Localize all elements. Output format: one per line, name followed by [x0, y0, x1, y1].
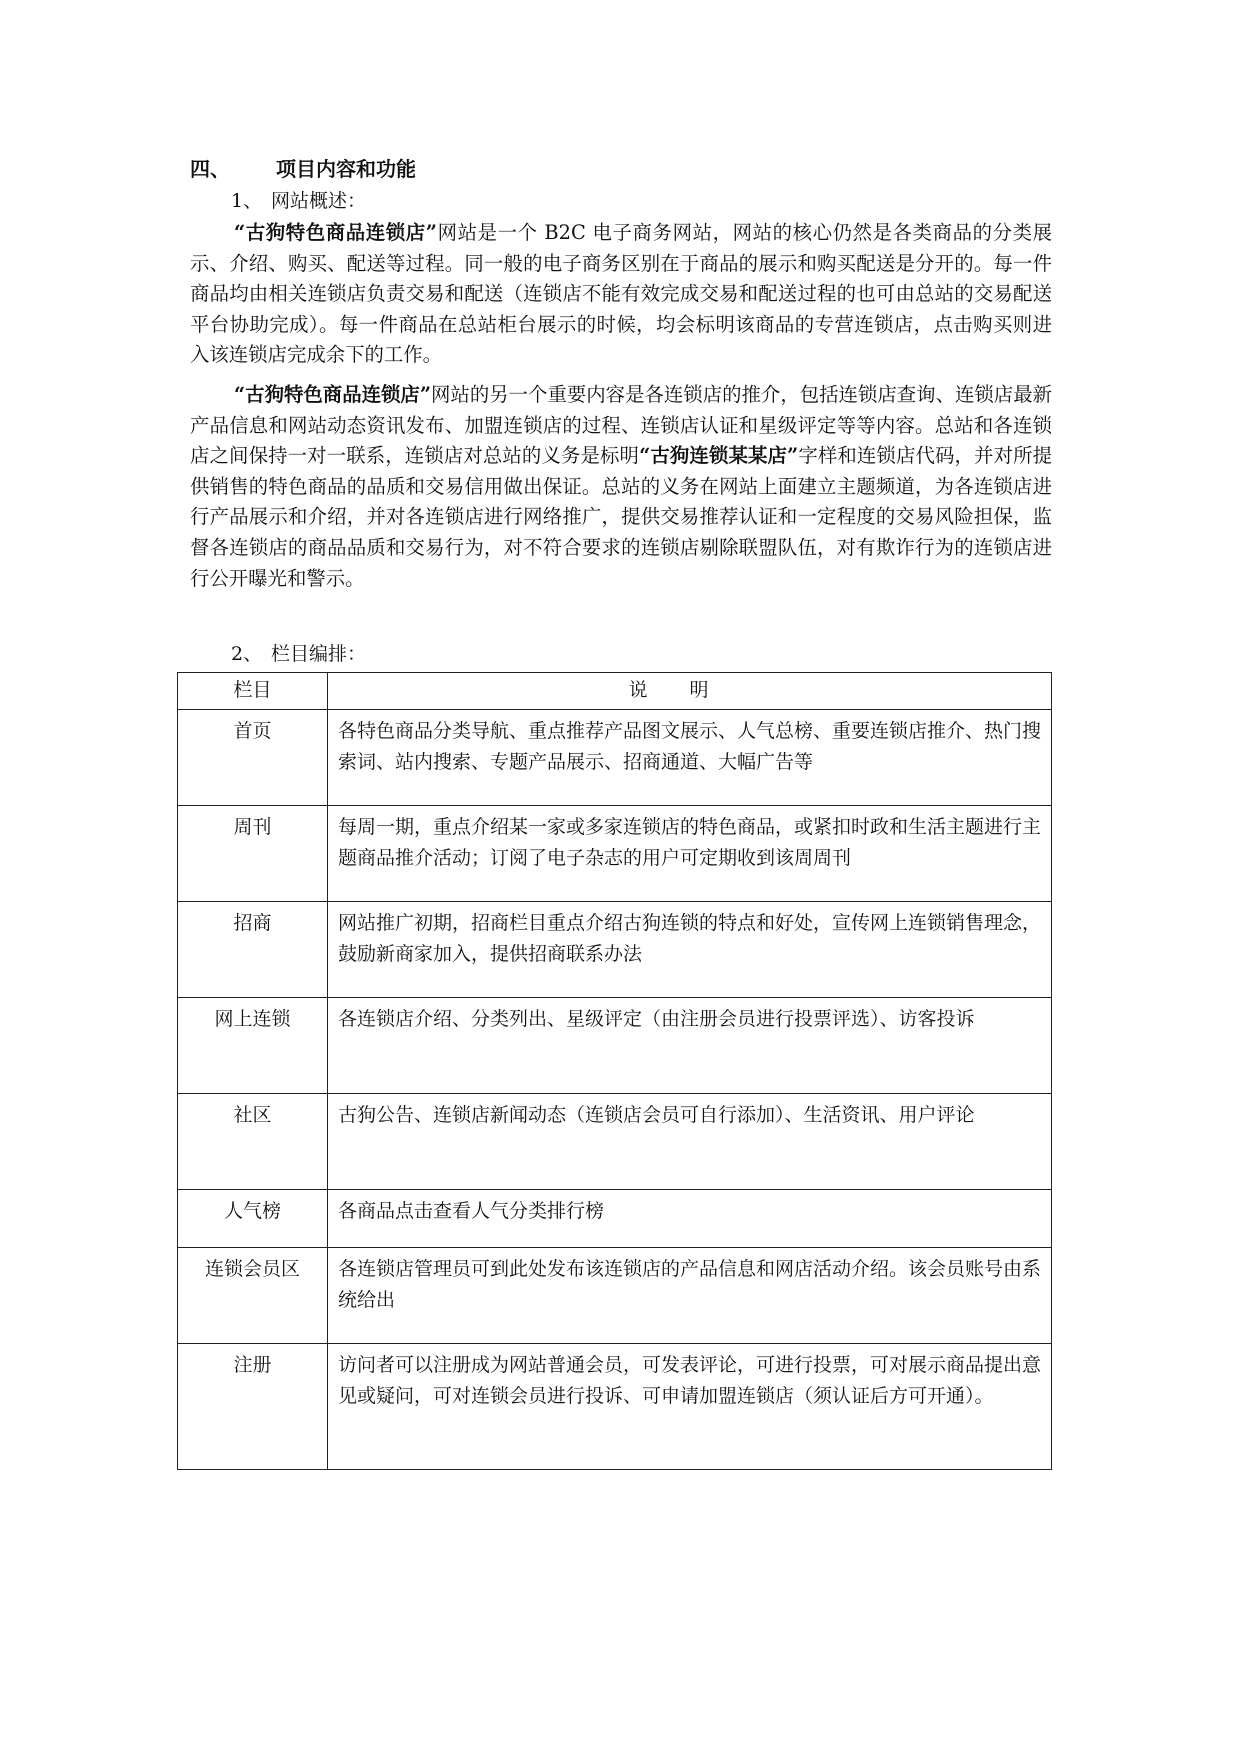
- paragraph-text: 字样和连锁店代码，并对所提供销售的特色商品的品质和交易信用做出保证。总站的义务在网站上面建立主题频道，为各连锁店进行产品展示和介绍，并对各连锁店进行网络推广，提供交易推荐认证和一定程度的交易风险担保，监督各连锁店的商品品质和交易行为，对不符合要求的连锁店剔除联盟队伍，对有欺诈行为的连锁店进行公开曝光和警示。: [190, 444, 1053, 590]
- table-header-row: [178, 673, 1052, 710]
- brand-name-bold: “古狗特色商品连锁店”: [234, 383, 431, 406]
- overview-paragraph-2: [190, 380, 1052, 594]
- paragraph-text: 网站是一个 B2C 电子商务网站，网站的核心仍然是各类商品的分类展示、介绍、购买、配送等过程。同一般的电子商务区别在于商品的展示和购买配送是分开的。每一件商品均由相关连锁店负责交易和配送（连锁店不能有效完成交易和配送过程的也可由总站的交易配送平台协助完成）。每一件商品在总站柜台展示的时候，均会标明该商品的专营连锁店，点击购买则进入该连锁店完成余下的工作。: [190, 221, 1053, 367]
- layout-title: 栏目编排：: [271, 643, 367, 665]
- brand-name-bold: “古狗特色商品连锁店”: [234, 221, 437, 244]
- table-row: [178, 1190, 1052, 1248]
- row-description: 每周一期，重点介绍某一家或多家连锁店的特色商品，或紧扣时政和生活主题进行主题商品推介活动；订阅了电子杂志的用户可定期收到该周周刊: [328, 806, 1052, 902]
- overview-paragraph-1: [190, 218, 1052, 371]
- columns-table: [177, 672, 1052, 1470]
- row-description: 各特色商品分类导航、重点推荐产品图文展示、人气总榜、重要连锁店推介、热门搜索词、站内搜索、专题产品展示、招商通道、大幅广告等: [328, 710, 1052, 806]
- section-title: 项目内容和功能: [276, 157, 416, 181]
- row-name: 注册: [178, 1344, 328, 1470]
- overview-heading: [231, 187, 366, 215]
- layout-number: 2、: [231, 643, 263, 665]
- row-description: 各商品点击查看人气分类排行榜: [328, 1190, 1052, 1248]
- table-row: [178, 902, 1052, 998]
- table-row: [178, 998, 1052, 1094]
- table-row: [178, 806, 1052, 902]
- row-name: 人气榜: [178, 1190, 328, 1248]
- table-row: [178, 1248, 1052, 1344]
- table-row: [178, 1094, 1052, 1190]
- layout-heading: [231, 640, 366, 668]
- row-name: 招商: [178, 902, 328, 998]
- row-name: 连锁会员区: [178, 1248, 328, 1344]
- row-name: 网上连锁: [178, 998, 328, 1094]
- row-description: 古狗公告、连锁店新闻动态（连锁店会员可自行添加）、生活资讯、用户评论: [328, 1094, 1052, 1190]
- paragraph-text: 网站的另一个重要内容是各连锁店的推介，包括连锁店查询、连锁店最新产品信息和网站动态资讯发布、加盟连锁店的过程、连锁店认证和星级评定等等内容。总站和各连锁店之间保持一对一联系，连锁店对总站的义务是标明: [190, 383, 1052, 468]
- row-name: 周刊: [178, 806, 328, 902]
- table-row: [178, 1344, 1052, 1470]
- overview-number: 1、: [231, 190, 263, 212]
- row-description: 各连锁店管理员可到此处发布该连锁店的产品信息和网店活动介绍。该会员账号由系统给出: [328, 1248, 1052, 1344]
- section-number: 四、: [190, 157, 230, 181]
- row-name: 首页: [178, 710, 328, 806]
- store-name-bold: “古狗连锁某某店”: [639, 444, 799, 468]
- section-heading: [190, 154, 416, 184]
- row-name: 社区: [178, 1094, 328, 1190]
- table-row: [178, 710, 1052, 806]
- row-description: 访问者可以注册成为网站普通会员，可发表评论，可进行投票，可对展示商品提出意见或疑问，可对连锁会员进行投诉、可申请加盟连锁店（须认证后方可开通）。: [328, 1344, 1052, 1470]
- column-header-name: 栏目: [178, 673, 328, 710]
- overview-title: 网站概述：: [271, 190, 367, 212]
- row-description: 各连锁店介绍、分类列出、星级评定（由注册会员进行投票评选）、访客投诉: [328, 998, 1052, 1094]
- row-description: 网站推广初期，招商栏目重点介绍古狗连锁的特点和好处，宣传网上连锁销售理念，鼓励新商家加入，提供招商联系办法: [328, 902, 1052, 998]
- column-header-description: 说明: [328, 673, 1052, 710]
